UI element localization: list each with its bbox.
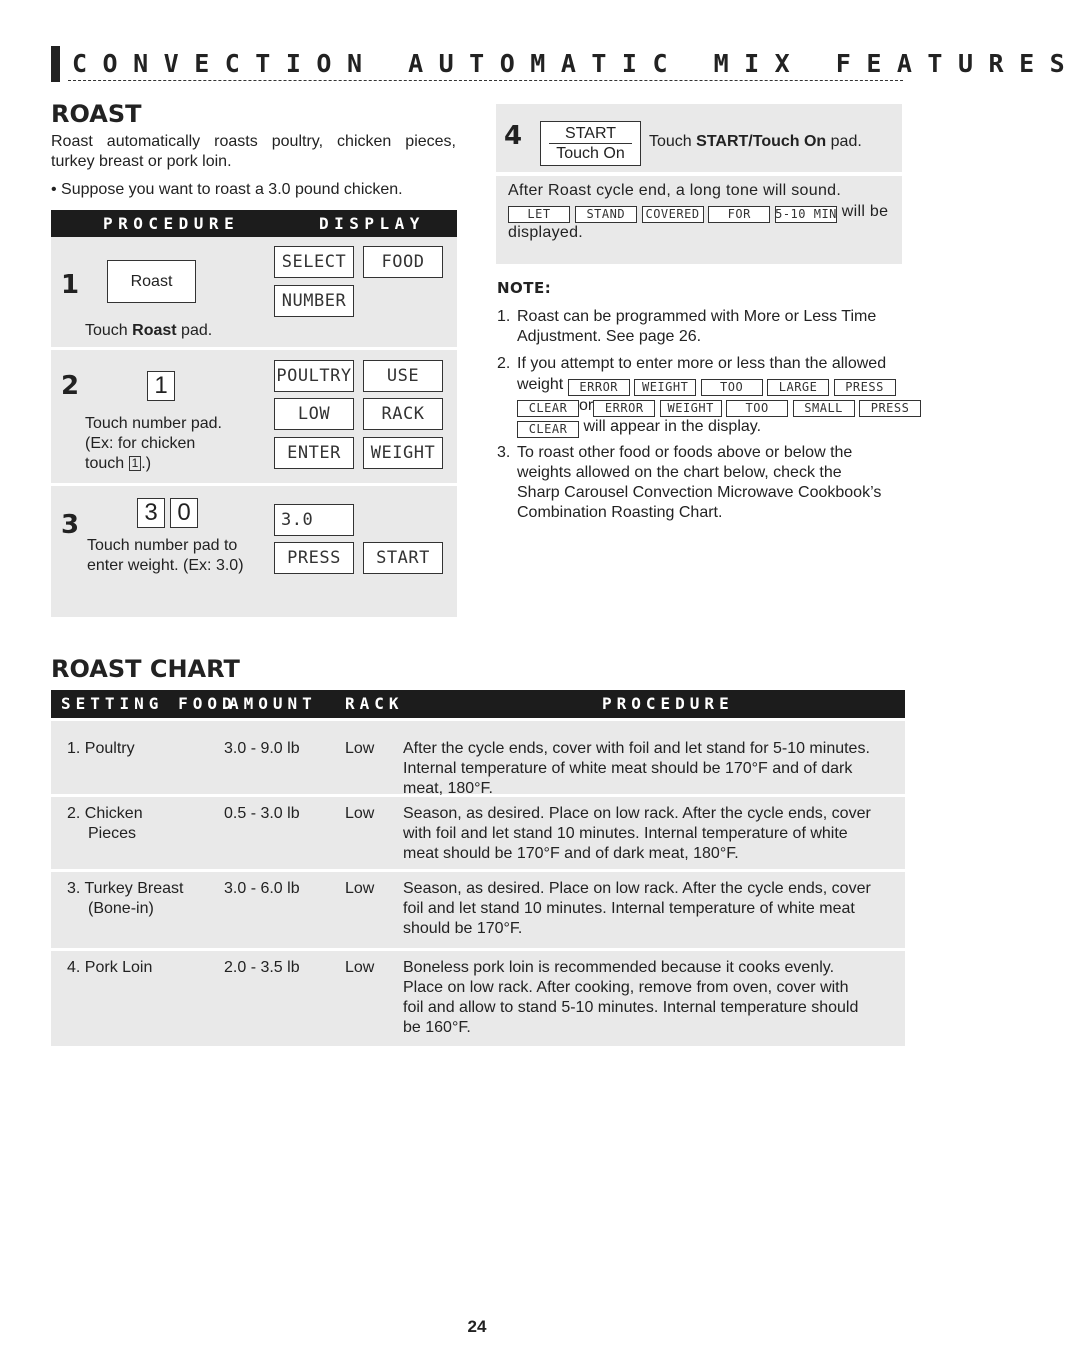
- amount-cell: 3.0 - 6.0 lb: [224, 880, 300, 897]
- food-cell: 3. Turkey Breast (Bone-in): [67, 880, 184, 917]
- procedure-cell: After the cycle ends, cover with foil and let stand for 5-10 minutes. Internal temperature of white meat should be 170°F and of dark meat, 180°F.: [403, 740, 870, 797]
- roast-chart-heading: ROAST CHART: [51, 655, 240, 683]
- start-label: START: [549, 124, 632, 144]
- step-number: 4: [504, 121, 523, 151]
- number-key-3[interactable]: 3: [137, 498, 165, 528]
- lcd-weight: WEIGHT: [634, 379, 696, 396]
- rack-cell: Low: [345, 740, 375, 757]
- rack-cell: Low: [345, 880, 375, 897]
- step-1: [51, 237, 457, 347]
- after-cycle-text: After Roast cycle end, a long tone will sound. LET STAND COVERED FOR 5-10 MIN will be displayed.: [508, 182, 889, 241]
- note-item-2: 2. If you attempt to enter more or less than the allowed weight ERROR WEIGHT TOO LARGE PRESS CLEAR or ERROR WEIGHT TOO SMALL PRESS CLEAR will appear in the display.: [497, 354, 902, 438]
- touch-on-label: Touch On: [556, 145, 625, 162]
- header-bar: [51, 46, 60, 82]
- col-rack: RACK: [345, 694, 404, 713]
- rack-cell: Low: [345, 805, 375, 822]
- lcd-press: PRESS: [834, 379, 896, 396]
- note-title: NOTE:: [497, 279, 552, 297]
- table-row: [51, 797, 905, 869]
- lcd-use: USE: [363, 360, 443, 392]
- lcd-enter: ENTER: [274, 437, 354, 469]
- lcd-let: LET: [508, 206, 570, 223]
- lcd-low: LOW: [274, 398, 354, 430]
- number-key-1[interactable]: 1: [147, 371, 175, 401]
- lcd-too: TOO: [726, 400, 788, 417]
- display-col-label: DISPLAY: [319, 214, 425, 233]
- lcd-large: LARGE: [767, 379, 829, 396]
- lcd-stand: STAND: [575, 206, 637, 223]
- table-row: [51, 721, 905, 797]
- page-number: 24: [467, 1317, 487, 1336]
- lcd-poultry: POULTRY: [274, 360, 354, 392]
- note-item-1: 1. Roast can be programmed with More or Less Time Adjustment. See page 26.: [497, 308, 877, 345]
- lcd-clear: CLEAR: [517, 421, 579, 438]
- procedure-col-label: PROCEDURE: [103, 214, 240, 233]
- lcd-select: SELECT: [274, 246, 354, 278]
- col-procedure: PROCEDURE: [602, 694, 734, 713]
- rack-cell: Low: [345, 959, 375, 976]
- lcd-weight: WEIGHT: [660, 400, 722, 417]
- step-1-instruction: Touch Roast pad.: [85, 322, 213, 339]
- lcd-food: FOOD: [363, 246, 443, 278]
- lcd-clear: CLEAR: [517, 400, 579, 417]
- procedure-cell: Boneless pork loin is recommended because it cooks evenly. Place on low rack. After cooking, remove from oven, cover with foil and allow to stand 5-10 minutes. Internal temperature should be 160°F.: [403, 959, 859, 1036]
- table-row: [51, 872, 905, 948]
- lcd-weight: WEIGHT: [363, 437, 443, 469]
- lcd-rack: RACK: [363, 398, 443, 430]
- step-number: 3: [61, 510, 80, 540]
- lcd-for: FOR: [708, 206, 770, 223]
- procedure-header: [51, 210, 457, 237]
- note-item-3: 3. To roast other food or foods above or below the weights allowed on the chart below, check the Sharp Carousel Convection Microwave Cookbook’s Combination Roasting Chart.: [497, 444, 882, 521]
- col-amount: AMOUNT: [229, 694, 317, 713]
- start-touch-on-button[interactable]: [540, 121, 641, 166]
- food-cell: 2. Chicken Pieces: [67, 805, 143, 842]
- lcd-start: START: [363, 542, 443, 574]
- amount-cell: 0.5 - 3.0 lb: [224, 805, 300, 822]
- food-cell: 4. Pork Loin: [67, 959, 153, 976]
- lcd-covered: COVERED: [642, 206, 704, 223]
- step-3: [51, 486, 457, 617]
- header-rule: [68, 80, 903, 81]
- step-3-instruction: Touch number pad to enter weight. (Ex: 3.0): [87, 537, 244, 574]
- step-number: 1: [61, 270, 80, 300]
- number-key-0[interactable]: 0: [170, 498, 198, 528]
- lcd-error: ERROR: [568, 379, 630, 396]
- lcd-press: PRESS: [274, 542, 354, 574]
- amount-cell: 2.0 - 3.5 lb: [224, 959, 300, 976]
- lcd-number: NUMBER: [274, 285, 354, 317]
- table-row: [51, 951, 905, 1046]
- lcd-too: TOO: [701, 379, 763, 396]
- step-4-instruction: Touch START/Touch On pad.: [649, 133, 862, 150]
- procedure-cell: Season, as desired. Place on low rack. After the cycle ends, cover foil and let stand 10 minutes. Internal temperature of white meat should be 170°F.: [403, 880, 871, 937]
- step-2-instruction: Touch number pad. (Ex: for chicken touch 1 .): [85, 415, 222, 472]
- step-number: 2: [61, 371, 80, 401]
- step-4: [496, 104, 902, 172]
- food-cell: 1. Poultry: [67, 740, 135, 757]
- procedure-cell: Season, as desired. Place on low rack. After the cycle ends, cover with foil and let stand 10 minutes. Internal temperature of white meat should be 170°F and of dark meat, 180°F.: [403, 805, 871, 862]
- roast-intro: Roast automatically roasts poultry, chicken pieces, turkey breast or pork loin.: [51, 133, 456, 170]
- lcd-small: SMALL: [793, 400, 855, 417]
- page-title: CONVECTION AUTOMATIC MIX FEATURES: [72, 49, 1080, 78]
- lcd-weight-value: 3.0: [274, 504, 354, 536]
- roast-pad-button[interactable]: Roast: [107, 260, 196, 303]
- amount-cell: 3.0 - 9.0 lb: [224, 740, 300, 757]
- lcd-error: ERROR: [593, 400, 655, 417]
- step-2: [51, 350, 457, 483]
- col-setting-food: SETTING FOOD: [61, 694, 237, 713]
- lcd-press: PRESS: [859, 400, 921, 417]
- roast-chart-header: [51, 690, 905, 718]
- lcd-5-10-min: 5-10 MIN: [775, 206, 837, 221]
- roast-heading: ROAST: [51, 100, 142, 128]
- after-cycle-box: [496, 176, 902, 264]
- roast-suppose: • Suppose you want to roast a 3.0 pound chicken.: [51, 181, 403, 198]
